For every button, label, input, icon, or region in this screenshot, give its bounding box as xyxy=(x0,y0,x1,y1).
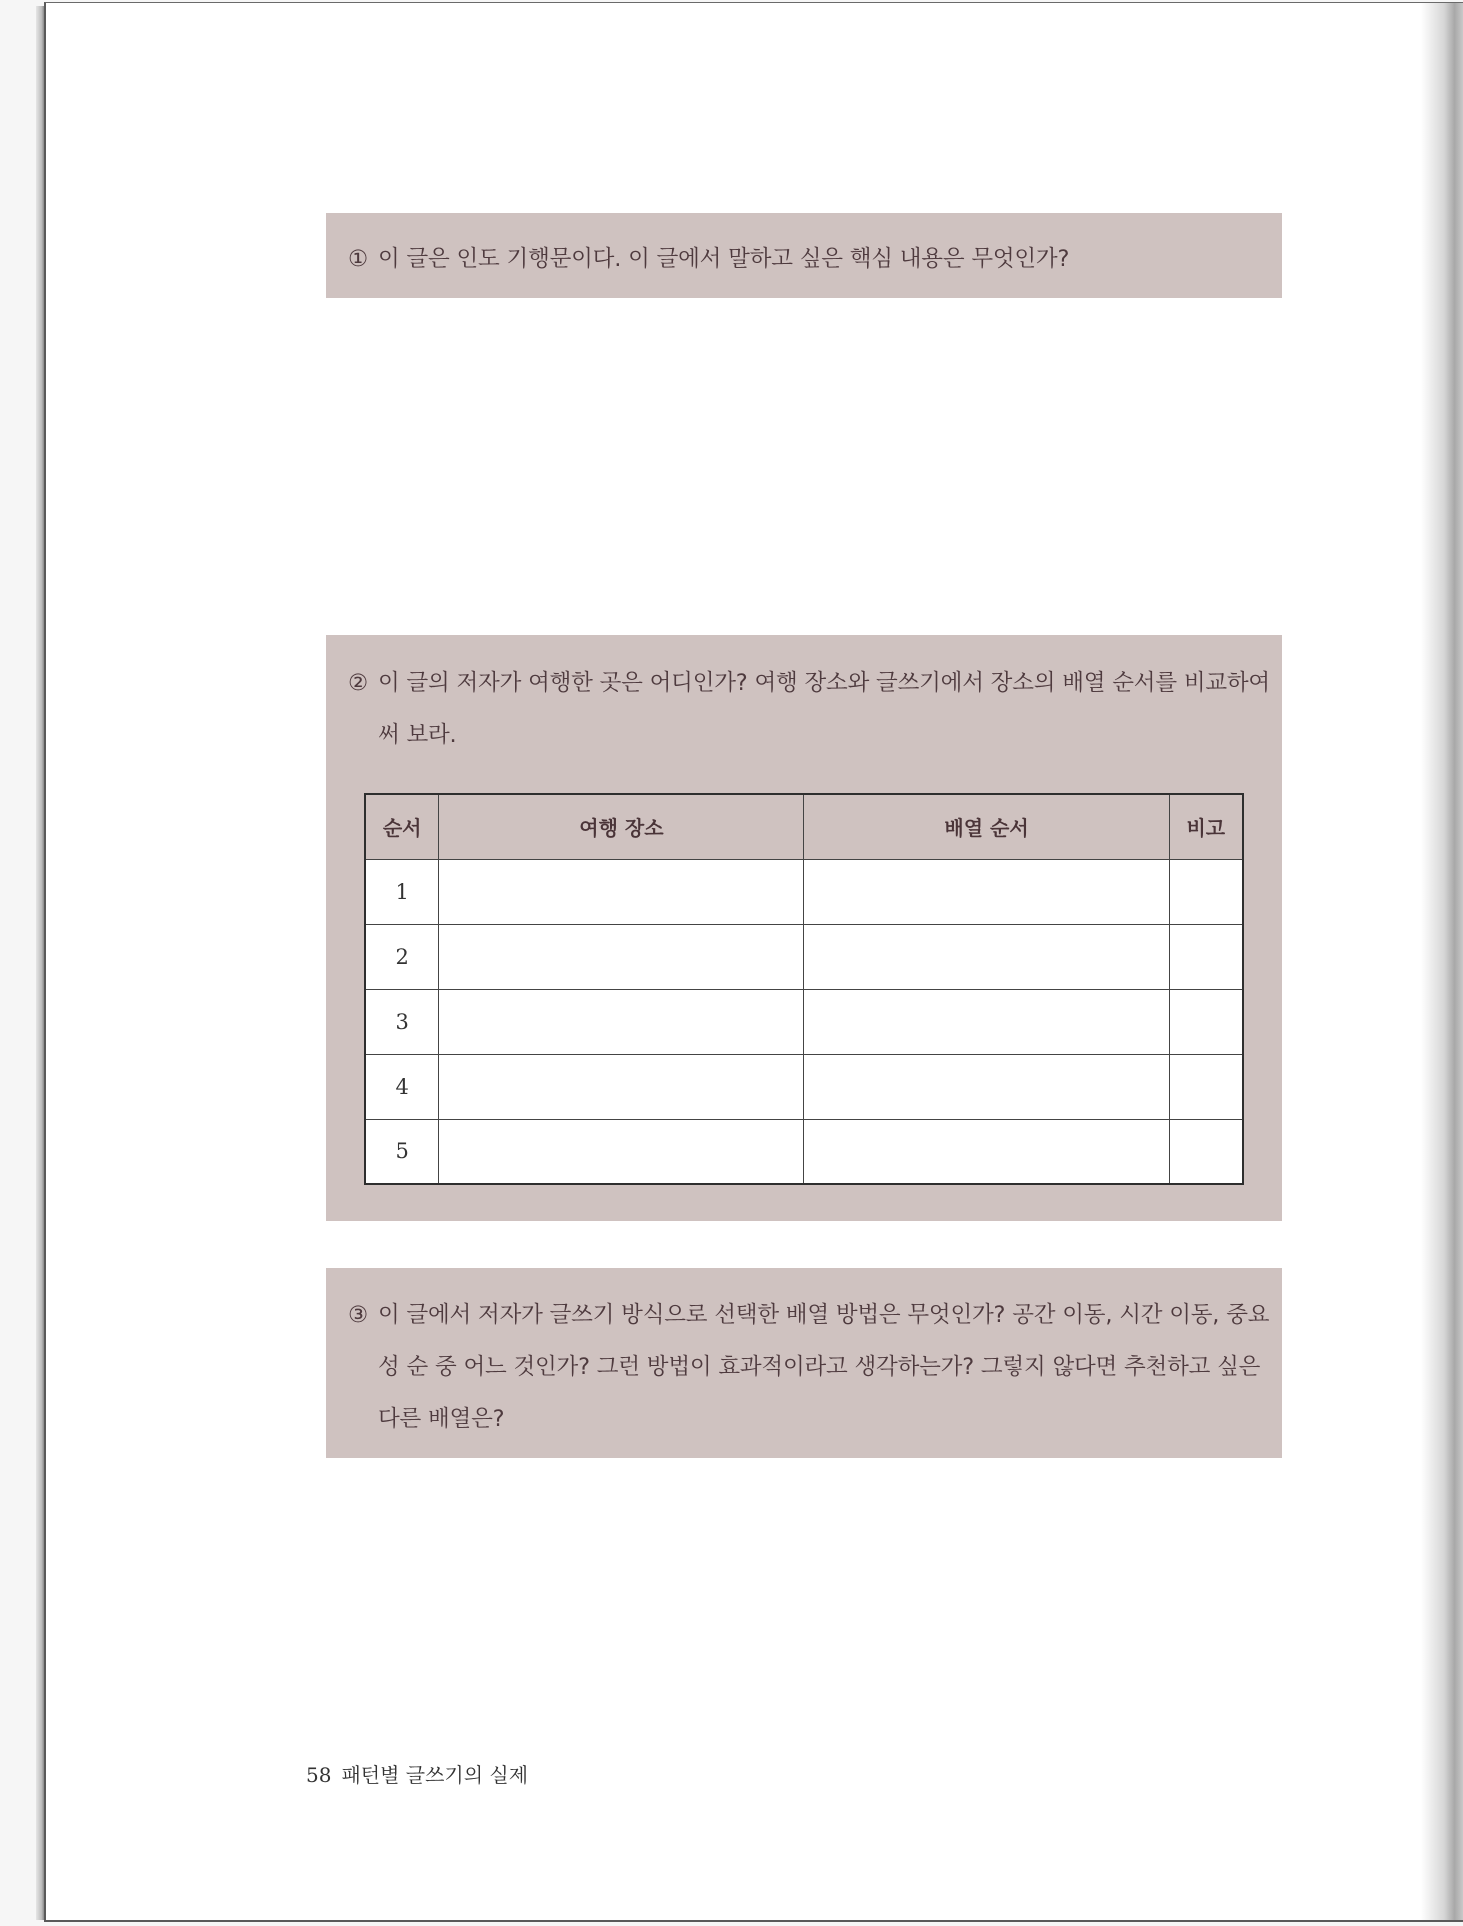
travel-place-cell xyxy=(439,924,804,989)
question-2-line-2: 써 보라. xyxy=(378,722,457,748)
question-1-box xyxy=(326,213,1282,298)
remarks-cell xyxy=(1169,1054,1243,1119)
page-number: 58 xyxy=(306,1763,332,1787)
arrangement-order-cell xyxy=(804,989,1169,1054)
header-remarks: 비고 xyxy=(1169,794,1243,859)
question-2-number: ② xyxy=(348,670,368,696)
order-cell: 4 xyxy=(365,1054,439,1119)
book-title: 패턴별 글쓰기의 실제 xyxy=(341,1763,529,1787)
arrangement-order-cell xyxy=(804,859,1169,924)
remarks-cell xyxy=(1169,859,1243,924)
question-3-line-2: 성 순 중 어느 것인가? 그런 방법이 효과적이라고 생각하는가? 그렇지 않다면 추천하고 싶은 xyxy=(378,1354,1261,1380)
page-footer xyxy=(306,1759,528,1788)
question-3-line-3: 다른 배열은? xyxy=(378,1406,505,1432)
travel-order-table xyxy=(364,793,1244,1185)
question-2-box xyxy=(326,635,1282,1221)
remarks-cell xyxy=(1169,924,1243,989)
question-3-line-1: 이 글에서 저자가 글쓰기 방식으로 선택한 배열 방법은 무엇인가? 공간 이동, 시간 이동, 중요 xyxy=(378,1302,1270,1328)
header-arrangement-order: 배열 순서 xyxy=(804,794,1169,859)
travel-place-cell xyxy=(439,989,804,1054)
table-row xyxy=(365,1054,1243,1119)
travel-place-cell xyxy=(439,1054,804,1119)
arrangement-order-cell xyxy=(804,924,1169,989)
order-cell: 3 xyxy=(365,989,439,1054)
header-order: 순서 xyxy=(365,794,439,859)
question-3-number: ③ xyxy=(348,1302,368,1328)
travel-place-cell xyxy=(439,1119,804,1184)
order-cell: 5 xyxy=(365,1119,439,1184)
header-travel-place: 여행 장소 xyxy=(439,794,804,859)
arrangement-order-cell xyxy=(804,1119,1169,1184)
document-page xyxy=(44,2,1463,1922)
table-row xyxy=(365,1119,1243,1184)
question-2-text xyxy=(348,665,1270,697)
question-3-box xyxy=(326,1268,1282,1458)
question-1-line-1: 이 글은 인도 기행문이다. 이 글에서 말하고 싶은 핵심 내용은 무엇인가? xyxy=(378,246,1070,272)
question-3-text xyxy=(348,1297,1270,1329)
page-fold-shadow xyxy=(1421,3,1463,1920)
table-row xyxy=(365,989,1243,1054)
order-cell: 1 xyxy=(365,859,439,924)
order-cell: 2 xyxy=(365,924,439,989)
question-2-line-1: 이 글의 저자가 여행한 곳은 어디인가? 여행 장소와 글쓰기에서 장소의 배열 순서를 비교하여 xyxy=(378,670,1270,696)
table-row xyxy=(365,924,1243,989)
remarks-cell xyxy=(1169,1119,1243,1184)
travel-place-cell xyxy=(439,859,804,924)
table-row xyxy=(365,859,1243,924)
question-1-text xyxy=(348,241,1260,273)
arrangement-order-cell xyxy=(804,1054,1169,1119)
page-edge xyxy=(36,6,44,1920)
table-header-row xyxy=(365,794,1243,859)
question-1-number: ① xyxy=(348,246,368,272)
remarks-cell xyxy=(1169,989,1243,1054)
